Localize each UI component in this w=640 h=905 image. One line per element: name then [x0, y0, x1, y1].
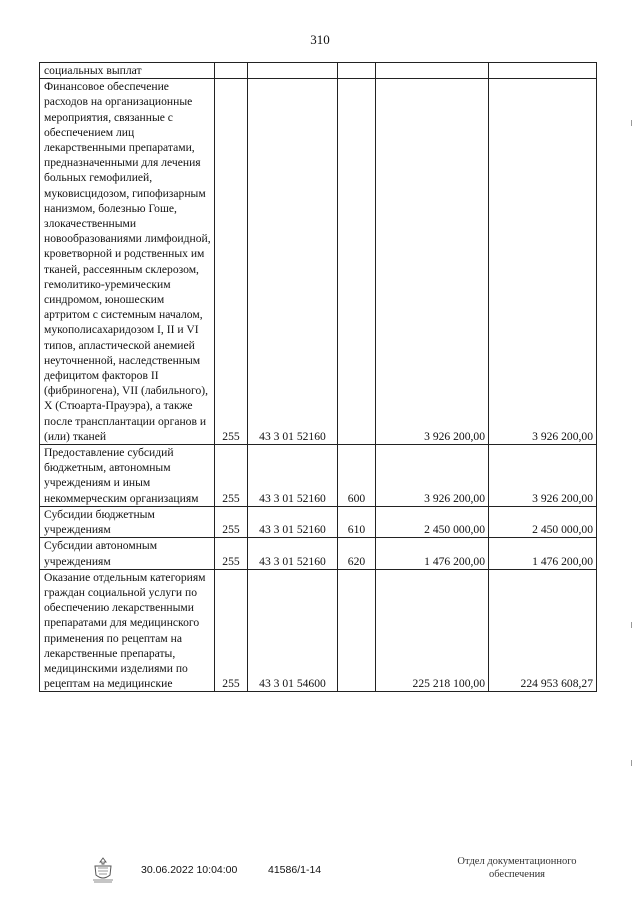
row-code: 255	[215, 79, 248, 445]
table-row	[40, 538, 597, 569]
row-code: 255	[215, 569, 248, 692]
row-code: 255	[215, 538, 248, 569]
scan-edge-mark	[631, 120, 632, 126]
row-sum-executed: 3 926 200,00	[489, 445, 597, 507]
row-target-article	[248, 63, 338, 79]
row-target-article: 43 3 01 52160	[248, 538, 338, 569]
coat-of-arms-icon	[90, 856, 116, 884]
row-code: 255	[215, 445, 248, 507]
row-name: Оказание отдельным категориям граждан социальной услуги по обеспечению лекарственными препаратами для медицинского применения по рецептам на лекарственные препараты, медицинскими изделиями по рецептам на медицинские	[40, 569, 215, 692]
scan-edge-mark	[631, 760, 632, 766]
table-row	[40, 506, 597, 537]
row-sum-approved: 225 218 100,00	[376, 569, 489, 692]
row-expense-type	[338, 63, 376, 79]
table-row	[40, 63, 597, 79]
row-expense-type: 600	[338, 445, 376, 507]
row-sum-executed	[489, 63, 597, 79]
department-stamp	[432, 855, 602, 881]
row-sum-approved: 3 926 200,00	[376, 445, 489, 507]
row-sum-executed: 2 450 000,00	[489, 506, 597, 537]
footer-date: 30.06.2022 10:04:00	[141, 864, 238, 876]
row-sum-approved: 3 926 200,00	[376, 79, 489, 445]
scan-edge-mark	[631, 622, 632, 628]
row-target-article: 43 3 01 52160	[248, 445, 338, 507]
row-code	[215, 63, 248, 79]
row-name: Субсидии бюджетным учреждениям	[40, 506, 215, 537]
document-footer	[0, 852, 640, 892]
row-sum-executed: 3 926 200,00	[489, 79, 597, 445]
row-expense-type: 610	[338, 506, 376, 537]
row-sum-executed: 224 953 608,27	[489, 569, 597, 692]
row-sum-executed: 1 476 200,00	[489, 538, 597, 569]
row-sum-approved: 1 476 200,00	[376, 538, 489, 569]
page-number: 310	[310, 32, 330, 47]
row-name: Финансовое обеспечение расходов на организационные мероприятия, связанные с обеспечением лиц лекарственными препаратами, предназначенными для лечения больных гемофилией, муковисцидозом, гипофизарным нанизмом, болезнью Гоше, злокачественными новообразованиями лимфоидной, кроветворной и родственных им тканей, рассеянным склерозом, гемолитико-уремическим синдромом, юношеским артритом с системным началом, мукополисахаридозом I, II и VI типов, апластической анемией неуточненной, наследственным дефицитом факторов II (фибриногена), VII (лабильного), X (Стюарта-Прауэра), а также после трансплантации органов и (или) тканей	[40, 79, 215, 445]
row-sum-approved: 2 450 000,00	[376, 506, 489, 537]
budget-table	[39, 62, 597, 692]
table-row	[40, 445, 597, 507]
row-name: социальных выплат	[40, 63, 215, 79]
row-code: 255	[215, 506, 248, 537]
footer-doc-number: 41586/1-14	[268, 864, 322, 876]
row-expense-type: 620	[338, 538, 376, 569]
row-expense-type	[338, 569, 376, 692]
row-name: Субсидии автономным учреждениям	[40, 538, 215, 569]
table-row	[40, 79, 597, 445]
row-target-article: 43 3 01 52160	[248, 79, 338, 445]
row-name: Предоставление субсидий бюджетным, автономным учреждениям и иным некоммерческим организациям	[40, 445, 215, 507]
row-sum-approved	[376, 63, 489, 79]
department-name: Отдел документационного	[457, 856, 577, 867]
row-target-article: 43 3 01 54600	[248, 569, 338, 692]
department-name-line2: обеспечения	[488, 869, 546, 880]
row-target-article: 43 3 01 52160	[248, 506, 338, 537]
table-row	[40, 569, 597, 692]
row-expense-type	[338, 79, 376, 445]
